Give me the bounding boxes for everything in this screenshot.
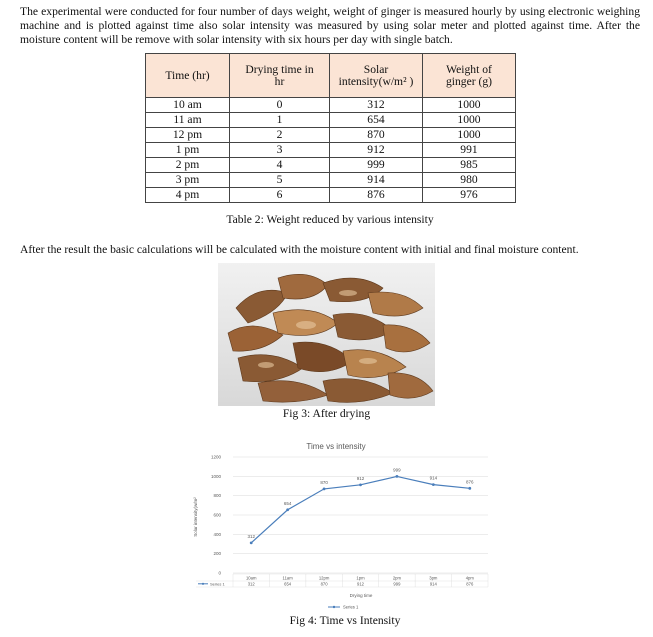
data-label: 654 bbox=[283, 500, 292, 506]
x-tick-label: 2pm bbox=[392, 575, 402, 581]
cell-weight: 976 bbox=[423, 188, 516, 203]
cell-solar-intensity: 654 bbox=[330, 113, 423, 128]
y-tick-label: 1000 bbox=[210, 473, 221, 479]
x-tick-label: 10am bbox=[245, 575, 257, 581]
cell-solar-intensity: 914 bbox=[330, 173, 423, 188]
data-point bbox=[359, 483, 362, 486]
cell-drying-time: 4 bbox=[230, 158, 330, 173]
cell-weight: 1000 bbox=[423, 113, 516, 128]
cell-solar-intensity: 912 bbox=[330, 143, 423, 158]
cell-drying-time: 2 bbox=[230, 128, 330, 143]
series-line bbox=[251, 476, 470, 542]
table-series-name: Series 1 bbox=[210, 581, 225, 587]
table-value: 912 bbox=[357, 581, 364, 587]
table-row bbox=[146, 128, 516, 143]
table-value: 876 bbox=[466, 581, 474, 587]
chart-title: Time vs intensity bbox=[306, 442, 366, 451]
chart-y-axis-label: Solar intensity(w/m² bbox=[193, 497, 198, 537]
cell-weight: 991 bbox=[423, 143, 516, 158]
figure4-caption: Fig 4: Time vs Intensity bbox=[289, 614, 401, 627]
figure3-caption: Fig 3: After drying bbox=[282, 407, 371, 420]
cell-drying-time: 5 bbox=[230, 173, 330, 188]
cell-time: 2 pm bbox=[146, 158, 230, 173]
cell-drying-time: 0 bbox=[230, 98, 330, 113]
y-tick-label: 200 bbox=[213, 551, 221, 557]
table-row bbox=[146, 98, 516, 113]
data-label: 999 bbox=[393, 467, 401, 473]
cell-time: 12 pm bbox=[146, 128, 230, 143]
legend-label: Series 1 bbox=[343, 604, 359, 610]
cell-time: 11 am bbox=[146, 113, 230, 128]
cell-solar-intensity: 312 bbox=[330, 98, 423, 113]
x-tick-label: 4pm bbox=[465, 575, 474, 581]
data-label: 914 bbox=[429, 475, 438, 481]
x-tick-label: 1pm bbox=[356, 575, 365, 581]
table-row bbox=[146, 158, 516, 173]
data-label: 312 bbox=[247, 533, 255, 539]
cell-weight: 980 bbox=[423, 173, 516, 188]
cell-weight: 1000 bbox=[423, 98, 516, 113]
header-solar-intensity: Solar intensity(w/m² ) bbox=[330, 54, 423, 98]
table-caption: Table 2: Weight reduced by various intensity bbox=[226, 213, 434, 226]
header-drying-time: Drying time in hr bbox=[230, 54, 330, 98]
data-point bbox=[432, 483, 435, 486]
table-legend-key-marker bbox=[202, 583, 204, 585]
y-tick-label: 1200 bbox=[210, 454, 221, 460]
table-row bbox=[146, 113, 516, 128]
intro-paragraph: The experimental were conducted for four number of days weight, weight of ginger is measured hourly by using electronic weighing machine and is plotted against time also solar intensity was measured by using solar meter and plotted against time. After the moisture content will be remove with solar intensity with six hours per day with single batch. bbox=[20, 5, 640, 46]
cell-solar-intensity: 999 bbox=[330, 158, 423, 173]
y-tick-label: 0 bbox=[218, 570, 221, 576]
time-vs-intensity-chart bbox=[188, 435, 498, 613]
data-label: 876 bbox=[466, 479, 474, 485]
cell-time: 10 am bbox=[146, 98, 230, 113]
x-tick-label: 3pm bbox=[429, 575, 438, 581]
cell-drying-time: 3 bbox=[230, 143, 330, 158]
y-tick-label: 800 bbox=[213, 493, 221, 499]
table-value: 312 bbox=[247, 581, 255, 587]
table-row bbox=[146, 143, 516, 158]
cell-drying-time: 1 bbox=[230, 113, 330, 128]
x-tick-label: 12pm bbox=[318, 575, 330, 581]
chart-x-axis-label: Drying time bbox=[349, 593, 373, 598]
legend-key-marker bbox=[333, 606, 335, 608]
y-tick-label: 600 bbox=[213, 512, 221, 518]
dried-ginger-image bbox=[218, 263, 435, 406]
cell-time: 1 pm bbox=[146, 143, 230, 158]
cell-time: 4 pm bbox=[146, 188, 230, 203]
cell-solar-intensity: 870 bbox=[330, 128, 423, 143]
table-row bbox=[146, 173, 516, 188]
data-point bbox=[396, 475, 399, 478]
dried-ginger-photo bbox=[218, 263, 435, 406]
chart-svg bbox=[188, 435, 498, 613]
data-point bbox=[323, 488, 326, 491]
table-value: 914 bbox=[429, 581, 437, 587]
data-point bbox=[286, 508, 289, 511]
cell-time: 3 pm bbox=[146, 173, 230, 188]
data-table bbox=[145, 53, 516, 203]
cell-drying-time: 6 bbox=[230, 188, 330, 203]
data-point bbox=[468, 487, 471, 490]
after-paragraph: After the result the basic calculations will be calculated with the moisture content with initial and final moisture content. bbox=[20, 243, 579, 256]
y-tick-label: 400 bbox=[213, 531, 221, 537]
table-value: 999 bbox=[393, 581, 401, 587]
table-row bbox=[146, 188, 516, 203]
table-value: 870 bbox=[320, 581, 328, 587]
header-weight: Weight of ginger (g) bbox=[423, 54, 516, 98]
data-point bbox=[250, 541, 253, 544]
data-label: 912 bbox=[356, 475, 365, 481]
data-label: 870 bbox=[320, 479, 328, 485]
cell-solar-intensity: 876 bbox=[330, 188, 423, 203]
header-time: Time (hr) bbox=[146, 54, 230, 98]
x-tick-label: 11am bbox=[282, 575, 293, 581]
table-value: 654 bbox=[284, 581, 292, 587]
cell-weight: 1000 bbox=[423, 128, 516, 143]
cell-weight: 985 bbox=[423, 158, 516, 173]
